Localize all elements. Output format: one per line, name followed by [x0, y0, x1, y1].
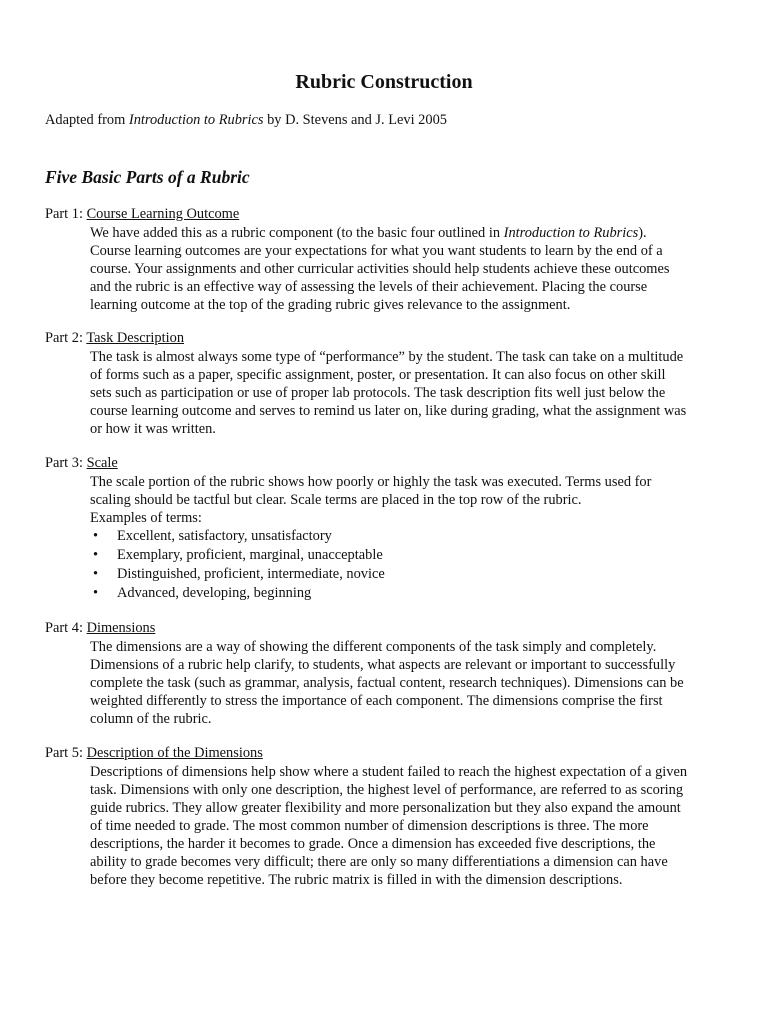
body-text: of forms such as a paper, specific assignment, poster, or presentation. It can also focus on other skill	[90, 366, 666, 383]
body-text: and the rubric is an effective way of assessing the levels of their achievement. Placing the course	[90, 278, 648, 295]
part-label: Part 2:	[45, 330, 87, 346]
list-item-text: Distinguished, proficient, intermediate, novice	[117, 565, 385, 582]
body-line	[90, 509, 722, 527]
list-item	[90, 546, 722, 565]
body-line	[90, 692, 722, 710]
part-heading	[45, 455, 735, 473]
body-line	[90, 348, 722, 366]
part-name: Scale	[86, 455, 118, 471]
body-text: scaling should be tactful but clear. Scale terms are placed in the top row of the rubric.	[90, 491, 582, 508]
body-text: guide rubrics. They allow greater flexibility and more personalization but they also expand the amount	[90, 799, 681, 816]
body-line	[90, 656, 722, 674]
part-body	[90, 638, 722, 728]
bullet-icon: •	[93, 584, 99, 601]
part-label: Part 1:	[45, 206, 87, 222]
part-name: Course Learning Outcome	[86, 206, 240, 222]
bullet-icon: •	[93, 546, 99, 563]
part-name: Description of the Dimensions	[86, 745, 263, 761]
part-name: Dimensions	[86, 620, 156, 636]
body-line	[90, 674, 722, 692]
body-line	[90, 871, 722, 889]
part-body	[90, 473, 722, 603]
part-2-section	[45, 330, 735, 438]
part-label: Part 5:	[45, 745, 87, 761]
source-book-title: Introduction to Rubrics	[128, 112, 264, 128]
body-text: Descriptions of dimensions help show where a student failed to reach the highest expectation of a given	[90, 763, 688, 780]
body-line	[90, 853, 722, 871]
body-text: The scale portion of the rubric shows how poorly or highly the task was executed. Terms used for	[90, 473, 652, 490]
body-line	[90, 799, 722, 817]
book-title-reference: Introduction to Rubrics	[503, 224, 639, 241]
body-line	[90, 384, 722, 402]
section-heading: Five Basic Parts of a Rubric	[45, 167, 250, 187]
body-text: ).	[638, 224, 647, 241]
body-line	[90, 710, 722, 728]
list-item	[90, 584, 722, 603]
body-line	[90, 420, 722, 438]
body-line	[90, 781, 722, 799]
part-label: Part 3:	[45, 455, 87, 471]
list-item	[90, 527, 722, 546]
body-text: ability to grade becomes very difficult; there are only so many differentiations a dimension can have	[90, 853, 668, 870]
list-item	[90, 565, 722, 584]
part-body	[90, 763, 722, 889]
body-text: course learning outcome and serves to remind us later on, like during grading, what the assignment was	[90, 402, 687, 419]
source-citation	[45, 111, 447, 129]
body-text: weighted differently to stress the importance of each component. The dimensions comprise the first	[90, 692, 663, 709]
body-text: of time needed to grade. The most common number of dimension descriptions is three. The more	[90, 817, 649, 834]
scale-terms-list	[90, 527, 722, 603]
body-text: Examples of terms:	[90, 509, 202, 526]
body-text: complete the task (such as grammar, analysis, factual content, research techniques). Dimensions can be	[90, 674, 684, 691]
body-line	[90, 763, 722, 781]
list-item-text: Exemplary, proficient, marginal, unacceptable	[117, 546, 383, 563]
body-line	[90, 402, 722, 420]
body-line	[90, 296, 722, 314]
body-text: course. Your assignments and other curricular activities should help students achieve these outcomes	[90, 260, 670, 277]
body-line	[90, 473, 722, 491]
part-heading	[45, 745, 735, 763]
body-text: task. Dimensions with only one description, the highest level of performance, are referred to as scoring	[90, 781, 684, 798]
body-text: column of the rubric.	[90, 710, 212, 727]
part-body	[90, 348, 722, 438]
body-line	[90, 638, 722, 656]
bullet-icon: •	[93, 565, 99, 582]
body-text: before they become repetitive. The rubric matrix is filled in with the dimension descriptions.	[90, 871, 623, 888]
part-heading	[45, 620, 735, 638]
source-suffix: by D. Stevens and J. Levi 2005	[263, 112, 447, 128]
body-line	[90, 260, 722, 278]
document-title: Rubric Construction	[295, 71, 473, 93]
body-line	[90, 835, 722, 853]
body-line	[90, 278, 722, 296]
body-line	[90, 242, 722, 260]
source-prefix: Adapted from	[45, 112, 129, 128]
body-text: We have added this as a rubric component (to the basic four outlined in	[90, 224, 504, 241]
part-body	[90, 224, 722, 314]
body-text: descriptions, the harder it becomes to grade. Once a dimension has exceeded five descriptions, the	[90, 835, 656, 852]
part-3-section	[45, 455, 735, 603]
body-text: Dimensions of a rubric help clarify, to students, what aspects are relevant or important to successfully	[90, 656, 676, 673]
body-text: learning outcome at the top of the grading rubric gives relevance to the assignment.	[90, 296, 571, 313]
part-heading	[45, 330, 735, 348]
part-4-section	[45, 620, 735, 728]
body-text: The dimensions are a way of showing the different components of the task simply and completely.	[90, 638, 657, 655]
part-heading	[45, 206, 735, 224]
body-line	[90, 224, 722, 242]
part-label: Part 4:	[45, 620, 87, 636]
part-name: Task Description	[86, 330, 185, 346]
part-5-section	[45, 745, 735, 889]
list-item-text: Advanced, developing, beginning	[117, 584, 312, 601]
body-text: sets such as participation or use of proper lab protocols. The task description fits well just below the	[90, 384, 666, 401]
body-line	[90, 817, 722, 835]
list-item-text: Excellent, satisfactory, unsatisfactory	[117, 527, 332, 544]
bullet-icon: •	[93, 527, 99, 544]
body-text: or how it was written.	[90, 420, 216, 437]
part-1-section	[45, 206, 735, 314]
body-text: The task is almost always some type of “performance” by the student. The task can take on a multitude	[90, 348, 684, 365]
body-line	[90, 366, 722, 384]
body-text: Course learning outcomes are your expectations for what you want students to learn by the end of a	[90, 242, 663, 259]
body-line	[90, 491, 722, 509]
